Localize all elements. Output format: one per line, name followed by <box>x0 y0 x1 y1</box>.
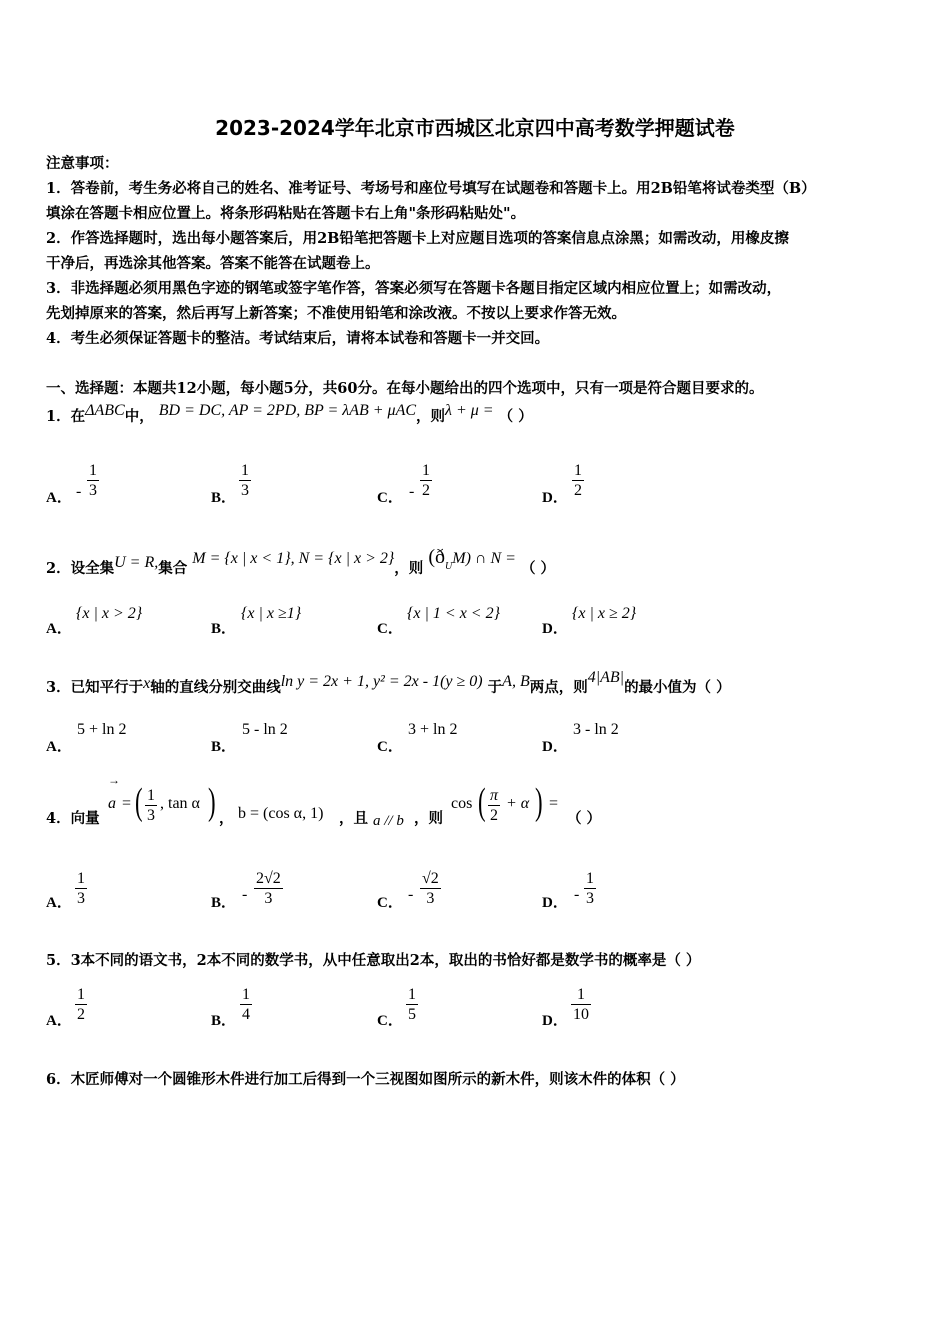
q1-option-c-sign: - <box>409 483 415 500</box>
q4-parallel: a // b <box>373 813 404 829</box>
notice-heading: 注意事项： <box>46 155 119 172</box>
q3-text: 于 <box>487 679 503 696</box>
q2-expression: M) ∩ N = <box>452 550 516 567</box>
q4-vector-a: a <box>108 795 116 812</box>
q2-complement-open: (ð <box>428 546 445 568</box>
q4-left-paren: ( <box>135 781 143 823</box>
q4-equals-2: = <box>549 795 559 812</box>
q4-vector-b: b = (cos α, 1) <box>238 805 324 822</box>
q4-option-d-label[interactable]: D． <box>542 895 568 911</box>
q1-triangle: ΔABC <box>85 402 125 419</box>
q2-text: 2．设全集 <box>46 560 115 577</box>
q2-universe: U = R, <box>114 554 159 571</box>
q4-fraction: $\frac{1}{3}$ <box>147 787 155 824</box>
q4-paren: （ ） <box>567 810 602 827</box>
notice-line: 2．作答选择题时，选出每小题答案后，用2B铅笔把答题卡上对应题目选项的答案信息点涂黑；如需改动，用橡皮擦 <box>46 230 789 247</box>
question-3 <box>46 669 731 697</box>
q2-option-c-value: {x | 1 < x < 2} <box>407 605 500 622</box>
q4-equals: = <box>122 795 132 812</box>
q2-complement-sub: U <box>445 561 453 572</box>
q5-option-c-label[interactable]: C． <box>377 1013 403 1029</box>
notice-line: 干净后，再选涂其他答案。答案不能答在试题卷上。 <box>46 255 380 272</box>
exam-title: 2023-2024学年北京市西城区北京四中高考数学押题试卷 <box>215 116 735 140</box>
q4-option-a-fraction: $\frac{1}{3}$ <box>77 870 85 907</box>
q2-option-d-value: {x | x ≥ 2} <box>572 605 637 622</box>
q4-text: ，且 <box>339 810 368 827</box>
q3-axis: x <box>143 675 151 692</box>
q5-option-a-label[interactable]: A． <box>46 1013 72 1029</box>
q5-option-c-fraction: $\frac{1}{5}$ <box>408 986 416 1023</box>
q2-option-b-value: {x | x ≥1} <box>241 605 302 622</box>
q3-text: 轴的直线分别交曲线 <box>150 679 281 696</box>
notice-line: 填涂在答题卡相应位置上。将条形码粘贴在答题卡右上角"条形码粘贴处"。 <box>46 205 526 222</box>
q3-option-d-value: 3 - ln 2 <box>573 721 619 738</box>
q3-option-c-value: 3 + ln 2 <box>408 721 458 738</box>
q4-option-c-fraction: $\frac{√2}{3}$ <box>422 870 439 907</box>
q3-option-b-value: 5 - ln 2 <box>242 721 288 738</box>
q3-option-a-value: 5 + ln 2 <box>77 721 127 738</box>
q4-cos: cos <box>451 795 473 812</box>
q1-option-c-fraction: $\frac{1}{2}$ <box>422 462 430 499</box>
q2-sets: M = {x | x < 1}, N = {x | x > 2} <box>192 550 395 567</box>
q1-condition: BD = DC, AP = 2PD, BP = λAB + μAC <box>158 402 417 419</box>
q4-tan: , tan α <box>160 795 200 812</box>
q1-option-d-label[interactable]: D． <box>542 490 568 506</box>
q1-option-a-label[interactable]: A． <box>46 490 72 506</box>
q4-option-d-fraction: $\frac{1}{3}$ <box>586 870 594 907</box>
q1-text: ，则 <box>416 408 446 425</box>
q3-curves: ln y = 2x + 1, y² = 2x - 1(y ≥ 0) <box>280 673 483 690</box>
q2-option-c-label[interactable]: C． <box>377 621 403 637</box>
q4-cos-left-paren: ( <box>478 781 486 823</box>
q4-option-b-label[interactable]: B． <box>211 895 237 911</box>
q4-option-a-label[interactable]: A． <box>46 895 72 911</box>
q3-points: A, B <box>502 673 530 690</box>
q2-option-d-label[interactable]: D． <box>542 621 568 637</box>
q3-option-c-label[interactable]: C． <box>377 739 403 755</box>
q1-paren: （ ） <box>498 408 533 425</box>
q1-option-d-fraction: $\frac{1}{2}$ <box>574 462 582 499</box>
q4-comma: ， <box>219 810 234 827</box>
q4-right-paren: ) <box>208 781 216 823</box>
question-5: 5．3本不同的语文书，2本不同的数学书，从中任意取出2本，取出的书恰好都是数学书的概率是（ ） <box>46 952 701 969</box>
q1-option-c-label[interactable]: C． <box>377 490 403 506</box>
q1-expression: λ + μ = <box>445 402 494 419</box>
question-1 <box>46 402 533 426</box>
q3-text: 3．已知平行于 <box>46 679 144 696</box>
q5-option-b-label[interactable]: B． <box>211 1013 237 1029</box>
notice-line: 先划掉原来的答案，然后再写上新答案；不准使用铅笔和涂改液。不按以上要求作答无效。 <box>46 305 626 322</box>
section-heading: 一、选择题：本题共12小题，每小题5分，共60分。在每小题给出的四个选项中，只有一项是符合题目要求的。 <box>46 380 764 397</box>
notice-line: 3．非选择题必须用黑色字迹的钢笔或签字笔作答，答案必须写在答题卡各题目指定区域内相应位置上；如需改动， <box>46 280 782 297</box>
q4-text: ，则 <box>414 810 443 827</box>
q3-length: 4|AB| <box>587 669 625 686</box>
q3-text: 的最小值为（ ） <box>624 679 731 696</box>
question-6: 6．木匠师傅对一个圆锥形木件进行加工后得到一个三视图如图所示的新木件，则该木件的体积（ ） <box>46 1071 685 1088</box>
q2-text: ，则 <box>394 560 424 577</box>
q5-option-a-fraction: $\frac{1}{2}$ <box>77 986 85 1023</box>
vector-arrow-icon: → <box>108 773 120 787</box>
q2-option-b-label[interactable]: B． <box>211 621 237 637</box>
q3-text: 两点，则 <box>529 679 588 696</box>
q4-cos-right-paren: ) <box>535 781 543 823</box>
q2-text: 集合 <box>158 560 188 577</box>
q5-option-d-fraction: $\frac{1}{10}$ <box>573 986 589 1023</box>
q1-text: 1．在 <box>46 408 86 425</box>
q4-plus-alpha: + α <box>506 795 530 812</box>
q4-option-d-sign: - <box>574 886 580 903</box>
notice-line: 1．答卷前，考生务必将自己的姓名、准考证号、考场号和座位号填写在试题卷和答题卡上。用2B铅笔将试卷类型（B） <box>46 180 816 197</box>
q1-option-b-label[interactable]: B． <box>211 490 237 506</box>
q5-option-b-fraction: $\frac{1}{4}$ <box>242 986 250 1023</box>
q3-option-b-label[interactable]: B． <box>211 739 237 755</box>
q1-option-a-sign: - <box>76 483 82 500</box>
question-4-label: 4．向量 <box>46 810 100 827</box>
q2-paren: （ ） <box>520 560 556 577</box>
q2-option-a-value: {x | x > 2} <box>76 605 143 622</box>
q4-pi-fraction: $\frac{\pi}{2}$ <box>490 787 499 824</box>
q4-option-b-sign: - <box>242 886 248 903</box>
q4-option-c-sign: - <box>408 886 414 903</box>
q3-option-a-label[interactable]: A． <box>46 739 72 755</box>
q1-text: 中， <box>124 408 154 425</box>
q3-option-d-label[interactable]: D． <box>542 739 568 755</box>
q1-option-a-fraction: $\frac{1}{3}$ <box>89 462 97 499</box>
question-2 <box>46 546 556 579</box>
q1-option-b-fraction: $\frac{1}{3}$ <box>241 462 249 499</box>
q2-option-a-label[interactable]: A． <box>46 621 72 637</box>
q4-option-b-fraction: $\frac{2√2}{3}$ <box>256 870 281 907</box>
notice-line: 4．考生必须保证答题卡的整洁。考试结束后，请将本试卷和答题卡一并交回。 <box>46 330 550 347</box>
q5-option-d-label[interactable]: D． <box>542 1013 568 1029</box>
q4-option-c-label[interactable]: C． <box>377 895 403 911</box>
